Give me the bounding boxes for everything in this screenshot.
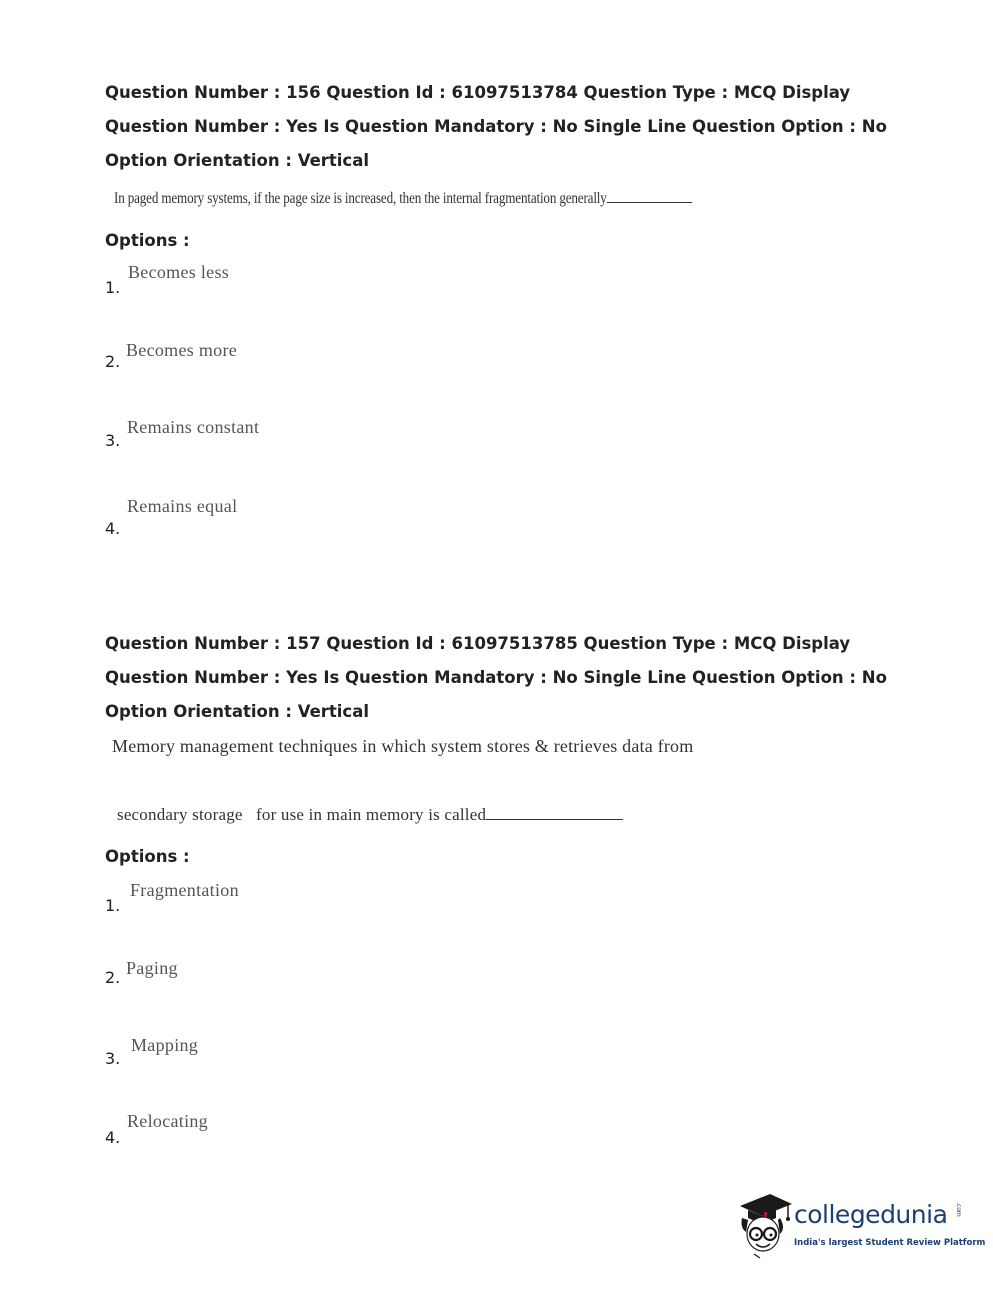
collegedunia-logo[interactable] bbox=[736, 1188, 986, 1260]
brand-name: collegedunia bbox=[794, 1200, 948, 1229]
question-text-line: In paged memory systems, if the page size is increased, then the internal fragmentation generally bbox=[114, 190, 607, 207]
option-text: Paging bbox=[126, 958, 178, 978]
option-text: Remains equal bbox=[127, 496, 238, 516]
option-number: 2. bbox=[105, 968, 121, 987]
question-text bbox=[117, 805, 623, 825]
question-meta: Question Number : 156 Question Id : 61097513784 Question Type : MCQ Display Question Number : Yes Is Question Mandatory : No Single Line Question Option : No Option Orientation : Vertical bbox=[105, 83, 887, 170]
option-text: Becomes more bbox=[126, 340, 238, 360]
option-text: Becomes less bbox=[128, 262, 230, 282]
student-mascot-icon bbox=[736, 1188, 794, 1260]
option-number: 4. bbox=[105, 1128, 121, 1147]
question-text-line: Memory management techniques in which system stores & retrieves data from bbox=[112, 736, 694, 756]
question-meta: Question Number : 157 Question Id : 61097513785 Question Type : MCQ Display Question Number : Yes Is Question Mandatory : No Single Line Question Option : No Option Orientation : Vertical bbox=[105, 634, 887, 721]
options-label: Options : bbox=[105, 847, 190, 866]
brand-suffix: .com bbox=[955, 1202, 962, 1217]
question-text-line: secondary storage for use in main memory is called bbox=[117, 805, 487, 824]
option-text: Remains constant bbox=[127, 417, 260, 437]
option-number: 1. bbox=[105, 896, 121, 915]
answer-blank bbox=[607, 188, 692, 203]
brand-tagline: India's largest Student Review Platform bbox=[794, 1238, 986, 1248]
options-label: Options : bbox=[105, 231, 190, 250]
answer-blank bbox=[486, 805, 623, 820]
question-text bbox=[114, 188, 692, 208]
option-number: 4. bbox=[105, 519, 121, 538]
option-text: Relocating bbox=[127, 1111, 208, 1131]
option-number: 2. bbox=[105, 352, 121, 371]
option-text: Mapping bbox=[131, 1035, 199, 1055]
option-number: 1. bbox=[105, 278, 121, 297]
option-number: 3. bbox=[105, 431, 121, 450]
option-number: 3. bbox=[105, 1049, 121, 1068]
option-text: Fragmentation bbox=[130, 880, 239, 900]
